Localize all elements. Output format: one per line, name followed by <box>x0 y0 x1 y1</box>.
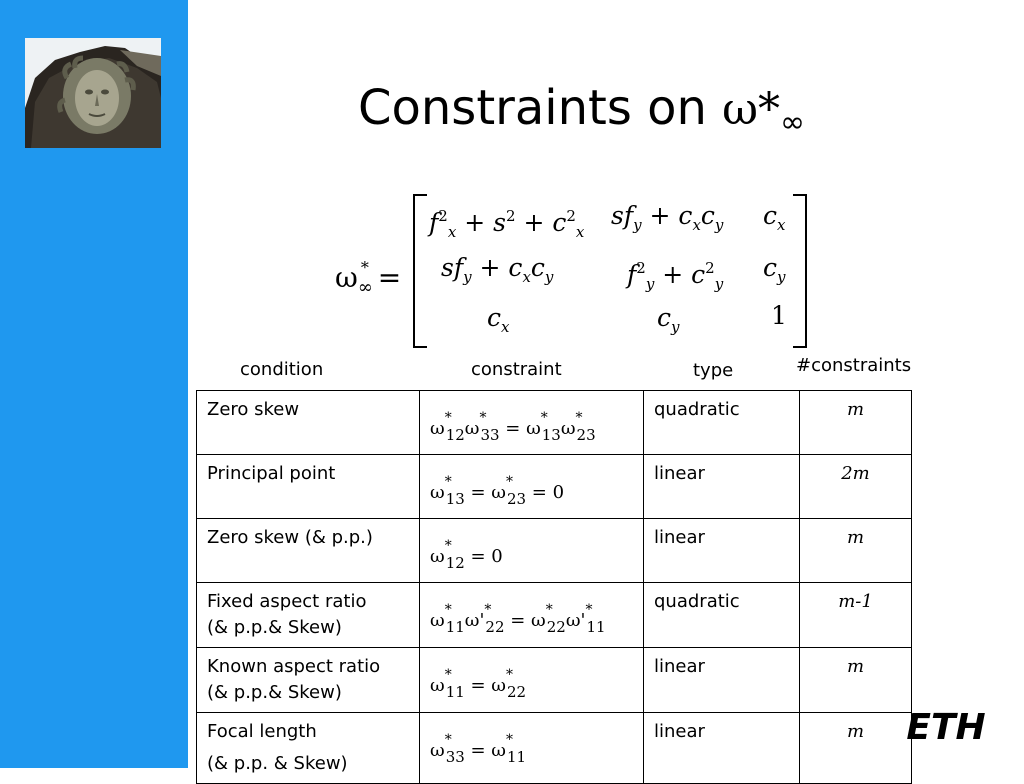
count-cell: m <box>800 391 912 455</box>
matrix-cell-1-2: $sf_y + c_xc_y$ <box>611 201 724 234</box>
table-row <box>197 648 912 713</box>
count-cell: 2m <box>800 455 912 519</box>
matrix-cell-1-3: $c_x$ <box>763 201 786 234</box>
type-cell: linear <box>644 648 800 713</box>
count-cell: m <box>800 519 912 583</box>
type-cell: linear <box>644 519 800 583</box>
matrix-cell-2-2: $f^2_y + c^2_y$ <box>627 259 724 293</box>
constraint-cell: $\omega^*_{11}\omega'^*_{22} = \omega^*_{22}\omega'^*_{11}$ <box>420 583 644 648</box>
condition-cell: Zero skew (& p.p.) <box>197 519 420 583</box>
condition-cell: Zero skew <box>197 391 420 455</box>
infinity-subscript: ∞ <box>780 105 806 140</box>
omega-star-symbol: ω* <box>722 84 781 135</box>
lhs-omega: ω <box>335 261 358 294</box>
type-cell: quadratic <box>644 583 800 648</box>
header-count: #constraints <box>796 355 912 376</box>
header-type: type <box>693 360 734 381</box>
left-bracket <box>413 194 427 348</box>
table-row <box>197 583 912 648</box>
lhs-superscript: * <box>360 258 369 277</box>
constraint-cell: $\omega^*_{12}\omega^*_{33} = \omega^*_{13}\omega^*_{23}$ <box>420 391 644 455</box>
condition-cell: Known aspect ratio (& p.p.& Skew) <box>197 648 420 713</box>
matrix-cell-3-1: $c_x$ <box>487 303 510 336</box>
medusa-relief-image <box>25 38 161 148</box>
constraints-table <box>196 390 912 784</box>
table-row <box>197 455 912 519</box>
lhs-subscript: ∞ <box>357 277 373 298</box>
table-row <box>197 519 912 583</box>
constraint-cell: $\omega^*_{33} = \omega^*_{11}$ <box>420 713 644 784</box>
table-row <box>197 713 912 784</box>
right-bracket <box>793 194 807 348</box>
eth-logo <box>900 706 992 746</box>
type-cell: quadratic <box>644 391 800 455</box>
condition-cell: Fixed aspect ratio (& p.p.& Skew) <box>197 583 420 648</box>
title-text: Constraints on <box>358 80 723 136</box>
omega-infinity-matrix-formula <box>335 188 815 350</box>
count-cell: m-1 <box>800 583 912 648</box>
matrix-cell-2-1: $sf_y + c_xc_y$ <box>441 253 554 286</box>
constraint-cell: $\omega^*_{13} = \omega^*_{23} = 0$ <box>420 455 644 519</box>
matrix-lhs <box>335 248 401 308</box>
matrix-cell-1-1: $f^2_x + s^2 + c^2_x$ <box>429 207 585 241</box>
matrix-cell-3-2: $c_y$ <box>657 303 680 336</box>
page-title <box>358 78 805 153</box>
count-cell: m <box>800 648 912 713</box>
type-cell: linear <box>644 455 800 519</box>
lhs-equals: = <box>377 261 402 294</box>
table-row <box>197 391 912 455</box>
matrix-cell-2-3: $c_y$ <box>763 253 786 286</box>
constraint-cell: $\omega^*_{11} = \omega^*_{22}$ <box>420 648 644 713</box>
condition-cell: Principal point <box>197 455 420 519</box>
constraint-cell: $\omega^*_{12} = 0$ <box>420 519 644 583</box>
eth-logo-text: ETH <box>906 707 986 746</box>
count-cell: m <box>800 713 912 784</box>
header-condition: condition <box>240 359 324 380</box>
matrix-cell-3-3: 1 <box>771 301 787 330</box>
header-constraint: constraint <box>471 359 562 380</box>
type-cell: linear <box>644 713 800 784</box>
condition-cell: Focal length (& p.p. & Skew) <box>197 713 420 784</box>
